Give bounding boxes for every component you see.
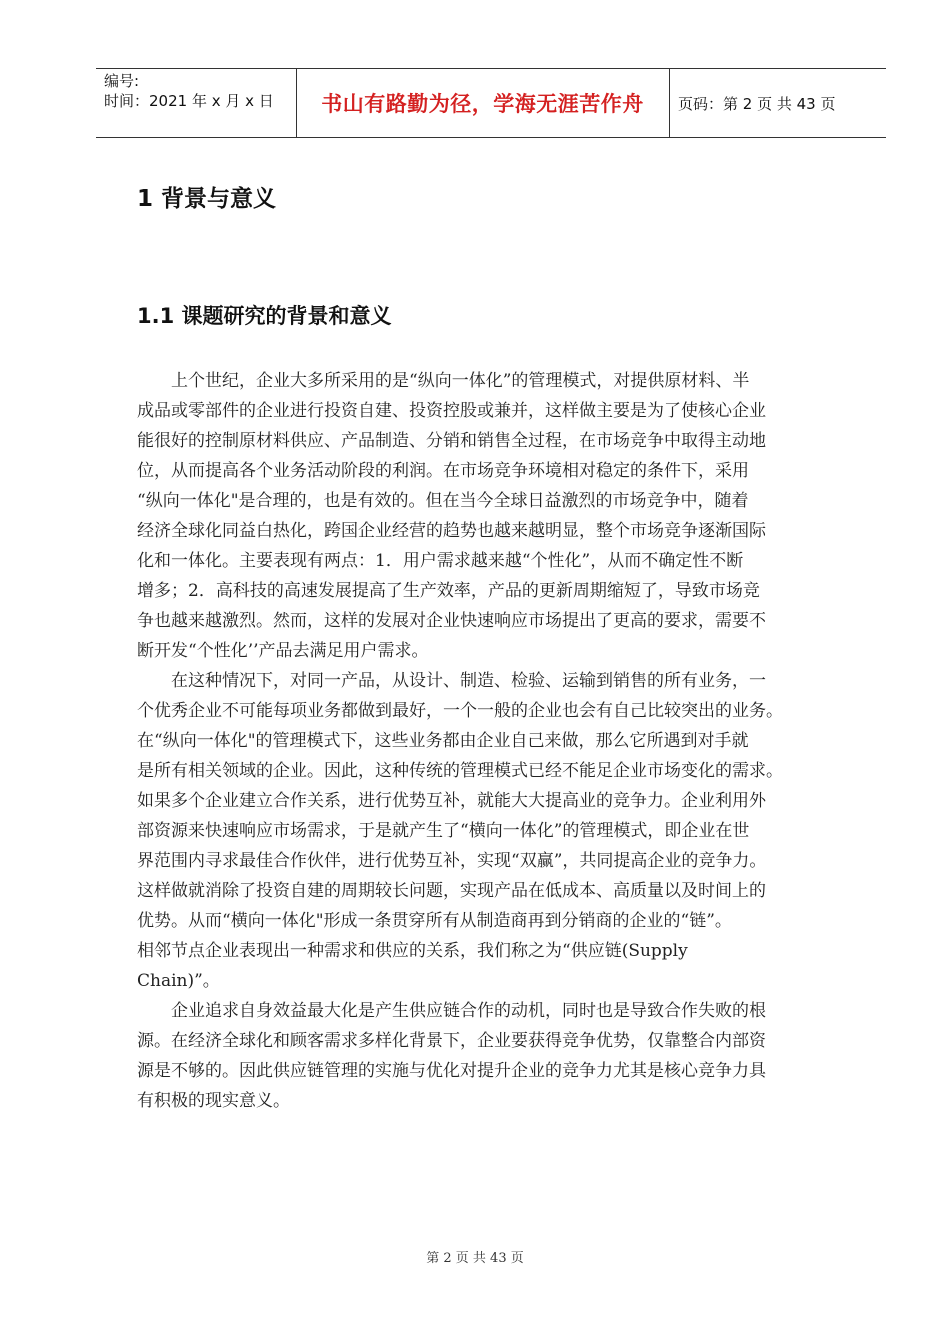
paragraph-line: 是所有相关领域的企业。因此，这种传统的管理模式已经不能足企业市场变化的需求。 (137, 761, 783, 781)
paragraph-line: 企业追求自身效益最大化是产生供应链合作的动机，同时也是导致合作失败的根 (171, 1001, 766, 1021)
paragraph-line: 部资源来快速响应市场需求，于是就产生了“横向一体化”的管理模式，即企业在世 (137, 821, 750, 841)
paragraph-line: 在“纵向一体化"的管理模式下，这些业务都由企业自己来做，那么它所遇到对手就 (137, 731, 749, 751)
header-divider (669, 69, 670, 137)
section-title: 1 背景与意义 (137, 186, 277, 212)
header-page-code: 页码：第 2 页 共 43 页 (678, 94, 836, 113)
paragraph-line: 个优秀企业不可能每项业务都做到最好，一个一般的企业也会有自己比较突出的业务。 (137, 701, 783, 721)
paragraph-line: 增多；2．高科技的高速发展提高了生产效率，产品的更新周期缩短了，导致市场竞 (137, 581, 760, 601)
paragraph-line: 优势。从而“横向一体化"形成一条贯穿所有从制造商再到分销商的企业的“链”。 (137, 911, 732, 931)
paragraph-line: 位，从而提高各个业务活动阶段的利润。在市场竞争环境相对稳定的条件下，采用 (137, 461, 749, 481)
paragraph-line: 断开发“个性化’’产品去满足用户需求。 (137, 641, 429, 661)
paragraph (137, 366, 849, 666)
paragraph-line: 这样做就消除了投资自建的周期较长问题，实现产品在低成本、高质量以及时间上的 (137, 881, 766, 901)
paragraph-line: 化和一体化。主要表现有两点：1．用户需求越来越“个性化”，从而不确定性不断 (137, 551, 744, 571)
paragraph-line: 成品或零部件的企业进行投资自建、投资控股或兼并，这样做主要是为了使核心企业 (137, 401, 766, 421)
paragraph-line: 能很好的控制原材料供应、产品制造、分销和销售全过程，在市场竞争中取得主动地 (137, 431, 766, 451)
header-meta (104, 71, 274, 111)
paragraph-line: 上个世纪，企业大多所采用的是“纵向一体化”的管理模式，对提供原材料、半 (171, 371, 750, 391)
paragraph-line: 相邻节点企业表现出一种需求和供应的关系，我们称之为“供应链(Supply (137, 941, 688, 961)
body-text (137, 366, 849, 1116)
document-number-label: 编号: (104, 72, 140, 90)
paragraph (137, 996, 849, 1116)
paragraph-line: 源是不够的。因此供应链管理的实施与优化对提升企业的竞争力尤其是核心竞争力具 (137, 1061, 766, 1081)
paragraph-line: 界范围内寻求最佳合作伙伴，进行优势互补，实现“双赢”，共同提高企业的竞争力。 (137, 851, 767, 871)
page-footer: 第 2 页 共 43 页 (426, 1251, 524, 1266)
subsection-title: 1.1 课题研究的背景和意义 (137, 304, 392, 328)
paragraph-line: 源。在经济全球化和顾客需求多样化背景下，企业要获得竞争优势，仅靠整合内部资 (137, 1031, 766, 1051)
paragraph-line: 争也越来越激烈。然而，这样的发展对企业快速响应市场提出了更高的要求，需要不 (137, 611, 766, 631)
page-header-table (96, 68, 886, 138)
paragraph-line: 在这种情况下，对同一产品，从设计、制造、检验、运输到销售的所有业务，一 (171, 671, 766, 691)
paragraph-line: “纵向一体化"是合理的，也是有效的。但在当今全球日益激烈的市场竞争中，随着 (137, 491, 749, 511)
document-time-label: 时间：2021 年 x 月 x 日 (104, 92, 274, 110)
paragraph-line: 有积极的现实意义。 (137, 1091, 290, 1111)
paragraph-line: 如果多个企业建立合作关系，进行优势互补，就能大大提高业的竞争力。企业利用外 (137, 791, 766, 811)
paragraph (137, 666, 849, 996)
paragraph-line: 经济全球化同益白热化，跨国企业经营的趋势也越来越明显，整个市场竞争逐渐国际 (137, 521, 766, 541)
header-motto: 书山有路勤为径，学海无涯苦作舟 (321, 92, 644, 116)
paragraph-line: Chain)”。 (137, 971, 220, 991)
